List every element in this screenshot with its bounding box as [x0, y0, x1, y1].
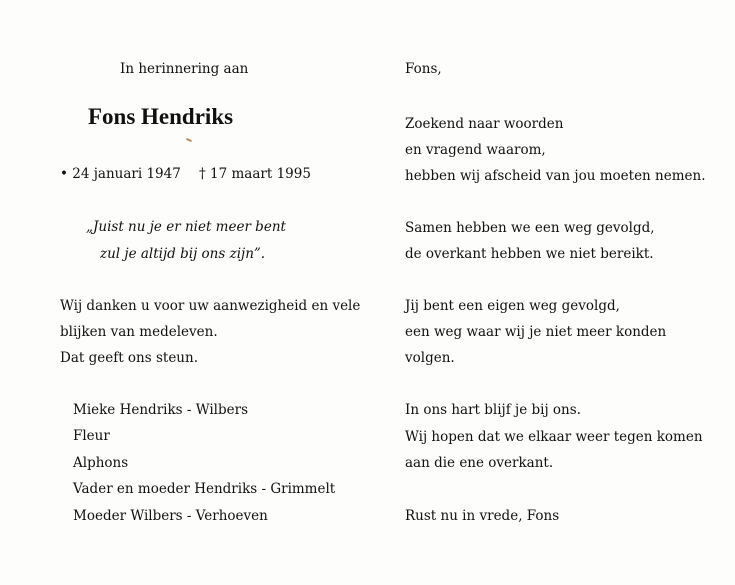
closing-line: Rust nu in vrede, Fons: [405, 508, 560, 524]
quote-line: zul je altijd bij ons zijn”.: [100, 246, 266, 262]
birth-date: • 24 januari 1947: [60, 166, 181, 182]
family-member: Moeder Wilbers - Verhoeven: [73, 508, 268, 524]
thanks-line: blijken van medeleven.: [60, 324, 218, 340]
family-member: Vader en moeder Hendriks - Grimmelt: [73, 481, 336, 497]
poem-line: aan die ene overkant.: [405, 455, 554, 471]
family-member: Mieke Hendriks - Wilbers: [73, 402, 248, 418]
poem-line: Samen hebben we een weg gevolgd,: [405, 220, 655, 236]
thanks-line: Dat geeft ons steun.: [60, 350, 198, 366]
poem-line: Zoekend naar woorden: [405, 116, 564, 132]
poem-line: hebben wij afscheid van jou moeten nemen.: [405, 168, 706, 184]
family-member: Alphons: [73, 455, 129, 471]
salutation: Fons,: [405, 61, 442, 77]
poem-line: In ons hart blijf je bij ons.: [405, 402, 581, 418]
death-date: † 17 maart 1995: [199, 166, 311, 182]
intro-text: In herinnering aan: [120, 61, 249, 77]
deceased-name: Fons Hendriks: [88, 104, 234, 129]
poem-line: volgen.: [405, 350, 455, 366]
family-member: Fleur: [73, 428, 110, 444]
poem-line: een weg waar wij je niet meer konden: [405, 324, 667, 340]
poem-line: en vragend waarom,: [405, 142, 546, 158]
print-speck: [186, 138, 192, 142]
poem-line: de overkant hebben we niet bereikt.: [405, 246, 654, 262]
poem-line: Jij bent een eigen weg gevolgd,: [405, 298, 620, 314]
poem-line: Wij hopen dat we elkaar weer tegen komen: [405, 429, 703, 445]
quote-line: „Juist nu je er niet meer bent: [86, 219, 286, 235]
thanks-line: Wij danken u voor uw aanwezigheid en vele: [60, 298, 361, 314]
